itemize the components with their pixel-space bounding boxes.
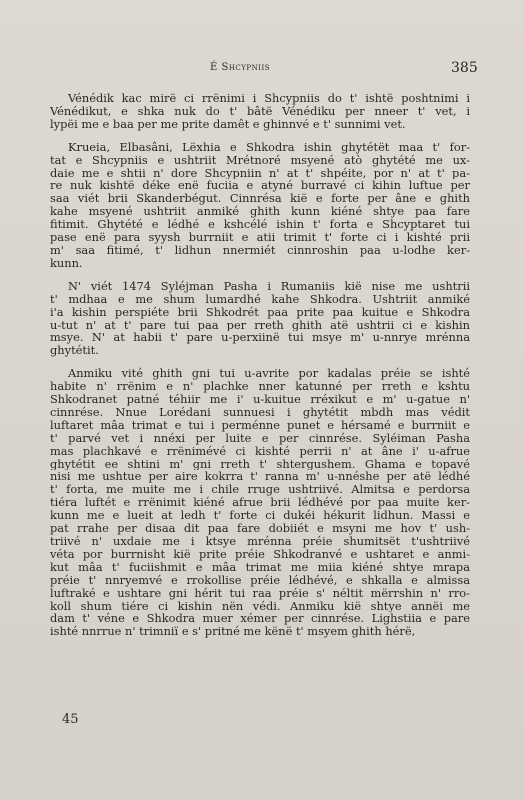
text-line: habite n' rrënim e n' plachke nner katunné per rreth e kshtu: [50, 380, 470, 394]
running-head: [0, 62, 524, 78]
text-line: Vénédikut, e shka nuk do t' bâtë Vénédiku per nneer t' vet, i: [50, 104, 470, 118]
paragraph: [50, 280, 470, 357]
signature-mark: 45: [62, 712, 79, 727]
text-line: t' mdhaa e me shum lumardhé kahe Shkodra. Ushtriit anmiké: [50, 292, 470, 306]
text-line: luftaret mâa trimat e tui i perménne punet e hérsamé e burrniit e: [50, 418, 470, 432]
body-text: [50, 92, 470, 648]
text-line: Krueia, Elbasâni, Lëxhia e Shkodra ishin ghytétët maa t' for-: [68, 140, 470, 154]
text-line: u-tut n' at t' pare tui paa per rreth ghith atë ushtrii ci e kishin: [50, 318, 470, 332]
text-line: N' viét 1474 Syléjman Pasha i Rumaniis kië nise me ushtrii: [68, 279, 470, 293]
text-line: mas plachkavé e rrënimévé ci kishté perrii n' at âne i' u-afrue: [50, 444, 470, 458]
text-line: m' saa fitimé, t' lidhun nnermiét cinnroshin paa u-lodhe ker-: [50, 243, 470, 257]
text-line: ishté nnrrue n' trimniï e s' pritné me kënë t' msyem ghith hérë,: [50, 625, 416, 639]
text-line: t' forta, me muite me i chile rruge ushtriivé. Almitsa e perdorsa: [50, 483, 470, 497]
text-line: kut mâa t' fuciishmit e mâa trimat me miia kiéné shtye mrapa: [50, 560, 470, 574]
running-title: É Shcypniis: [210, 62, 271, 73]
text-line: Vénédik kac mirë ci rrënimi i Shcypniis do t' ishtë poshtnimi i: [68, 92, 470, 105]
text-line: préie t' nnryemvé e rrokollise préie lédhévé, e shkalla e almissa: [50, 573, 470, 587]
text-line: luftraké e ushtare gni hérit tui raa préie s' néltit mërrshin n' rro-: [50, 586, 470, 600]
text-line: i'a kishin perspiéte brii Shkodrét paa prite paa kuitue e Shkodra: [50, 305, 470, 319]
text-line: t' parvé vet i nnéxi per luite e per cinnrése. Syléiman Pasha: [50, 431, 470, 445]
text-line: kahe msyené ushtriit anmiké ghith kunn kiéné shtye paa fare: [50, 205, 470, 219]
text-line: koll shum tiére ci kishin nën védi. Anmiku kië shtye annëi me: [50, 599, 470, 613]
text-line: daie me e shtii n' dore Shcypniin n' at t' shpéite, por n' at t' pa-: [50, 166, 470, 180]
text-line: fitimit. Ghytété e lédhé e kshcélé ishin t' forta e Shcyptaret tui: [50, 218, 470, 232]
text-line: msye. N' at habii t' pare u-perxiinë tui msye m' u-nnrye mrénna: [50, 331, 470, 345]
text-line: véta por burrnisht kië prite préie Shkodranvé e ushtaret e anmi-: [50, 547, 470, 561]
text-line: dam t' véne e Shkodra muer xémer per cinnrése. Lighstiia e pare: [50, 612, 470, 626]
text-line: Shkodranet patné téhiir me i' u-kuitue rréxikut e m' u-gatue n': [50, 393, 470, 406]
text-line: nisi me ushtue per aire kokrra t' ranna m' u-nnéshe per atë lédhé: [50, 470, 470, 484]
text-line: triivé n' uxdaie me i ktsye mrénna préie shumitsët t'ushtriivé: [50, 535, 470, 548]
text-line: pat rrahe per disaa dit paa fare dobiiét e msyni me hov t' ush-: [50, 522, 470, 535]
text-line: saa viét brii Skanderbégut. Cinnrésa kië e forte per âne e ghith: [50, 192, 470, 206]
text-line: Anmiku vité ghith gni tui u-avrite por kadalas préie se ishté: [68, 367, 470, 381]
text-line: tiéra luftét e rrënimit kiéné afrue brii lédhévé por paa muite ker-: [50, 496, 470, 510]
text-line: ghytétit ee shtini m' gni rreth t' shtergushem. Ghama e topavé: [50, 457, 470, 471]
text-line: ghytétit.: [50, 344, 99, 358]
text-line: kunn me e lueit at ledh t' forte ci dukéi hékurit lidhun. Massi e: [50, 509, 470, 523]
page-number: 385: [451, 60, 478, 76]
paragraph: [50, 92, 470, 131]
text-line: kunn.: [50, 256, 83, 270]
paragraph: [50, 141, 470, 270]
text-line: pase enë para syysh burrniit e atii trimit t' forte ci i kishté prii: [50, 231, 470, 244]
paragraph: [50, 367, 470, 638]
text-line: cinnrése. Nnue Lorédani sunnuesi i ghytétit mbdh mas védit: [50, 405, 470, 419]
text-line: tat e Shcypniis e ushtriit Mrétnoré msyené atò ghytété me ux-: [50, 153, 470, 167]
text-line: lypëi me e baa per me prite damêt e ghinnvé e t' sunnimi vet.: [50, 117, 406, 131]
text-line: re nuk kishtë déke enë fuciia e atyné burravé ci kihin luftue per: [50, 179, 470, 193]
